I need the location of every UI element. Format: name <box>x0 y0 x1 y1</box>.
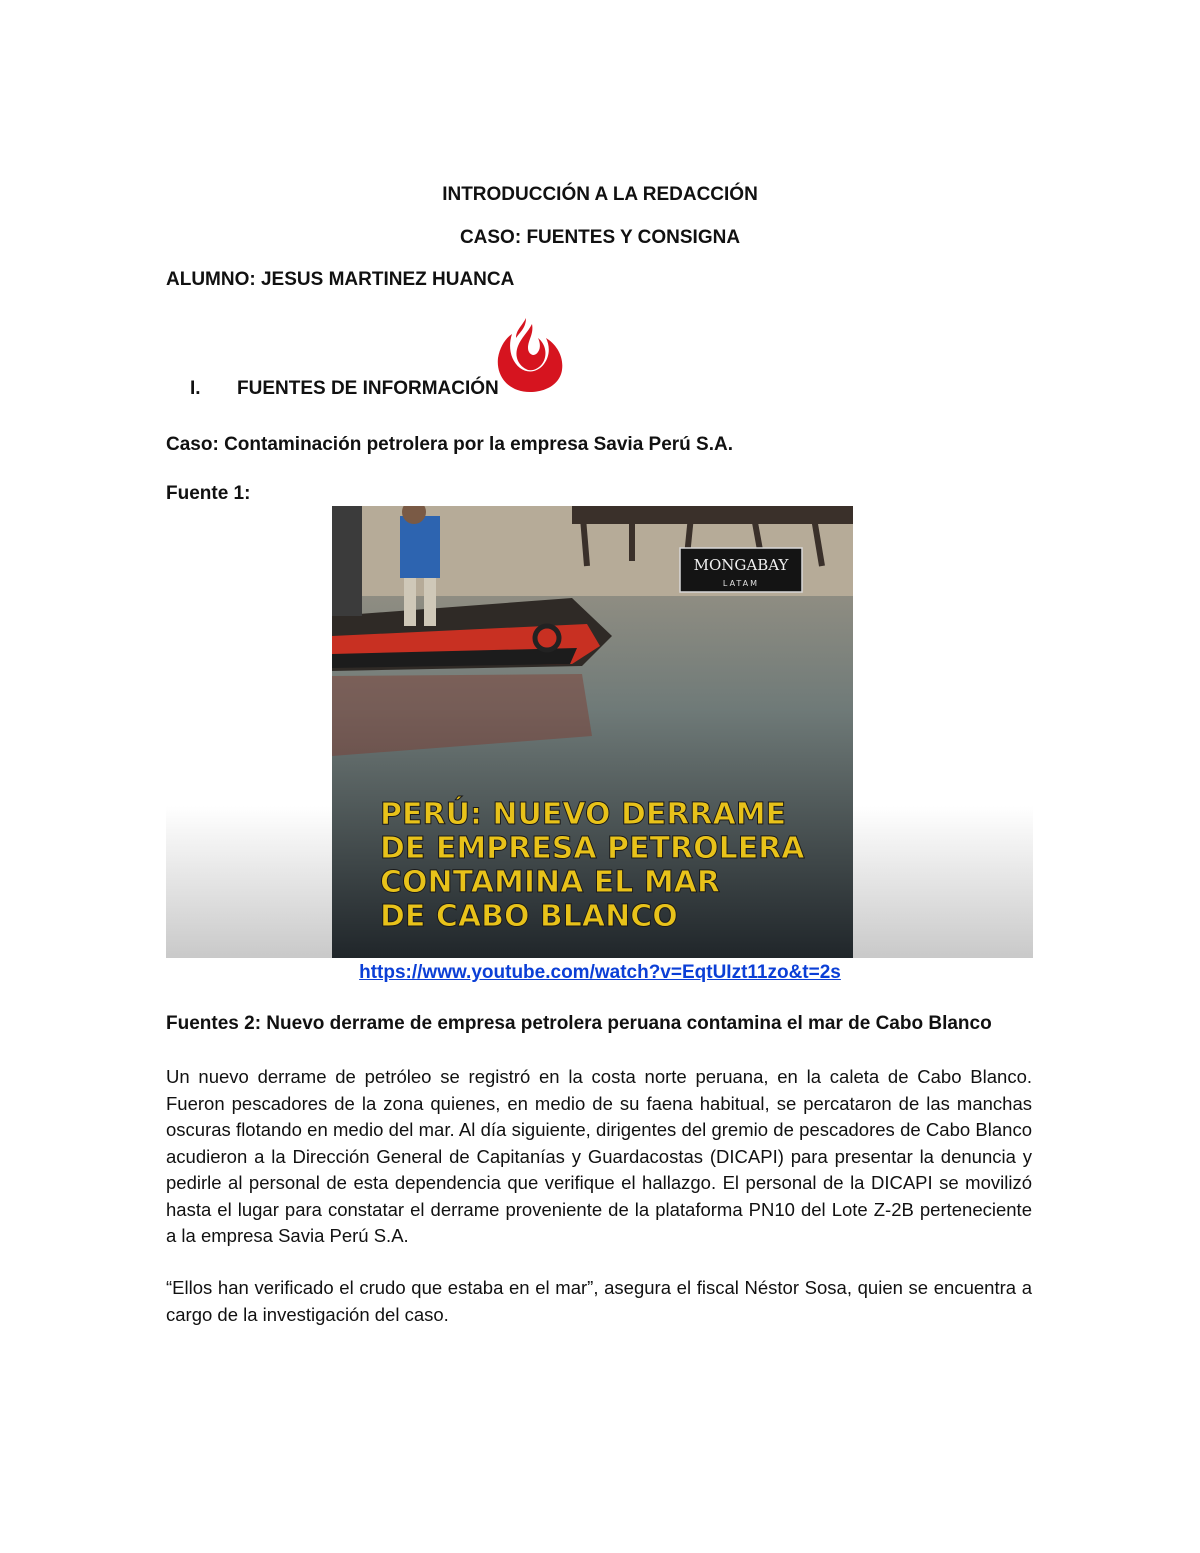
headline-line-4: DE CABO BLANCO <box>380 899 678 934</box>
video-thumbnail[interactable] <box>332 506 853 958</box>
brand-name: MONGABAY <box>693 556 789 574</box>
course-title: INTRODUCCIÓN A LA REDACCIÓN <box>442 184 758 205</box>
upc-flame-logo-icon <box>494 316 566 394</box>
youtube-link[interactable]: https://www.youtube.com/watch?v=EqtUIzt11zo&t=2s <box>359 962 841 983</box>
source1-link-wrapper <box>0 962 1200 984</box>
case-line: Caso: Contaminación petrolera por la empresa Savia Perú S.A. <box>166 434 734 455</box>
brand-sub: LATAM <box>722 579 760 588</box>
headline-line-1: PERÚ: NUEVO DERRAME <box>380 797 787 832</box>
headline-line-2: DE EMPRESA PETROLERA <box>380 831 805 866</box>
section-title: FUENTES DE INFORMACIÓN <box>237 378 499 399</box>
source2-paragraph-1: Un nuevo derrame de petróleo se registró en la costa norte peruana, en la caleta de Cabo Blanco. Fueron pescadores de la zona quienes, en medio de su faena habitual, se percataron de las manchas oscuras flotando en medio del mar. Al día siguiente, dirigentes del gremio de pescadores de Cabo Blanco acudieron a la Dirección General de Capitanías y Guardacostas (DICAPI) para presentar la denuncia y pedirle al personal de esta dependencia que verifique el hallazgo. El personal de la DICAPI se movilizó hasta el lugar para constatar el derrame proveniente de la plataforma PN10 del Lote Z-2B perteneciente a la empresa Savia Perú S.A. <box>166 1066 1032 1246</box>
source2-label: Fuentes 2: Nuevo derrame de empresa petrolera peruana contamina el mar de Cabo Blanco <box>166 1013 992 1034</box>
case-title: CASO: FUENTES Y CONSIGNA <box>459 227 741 248</box>
section-number: I. <box>190 378 201 399</box>
source2-paragraph-2: “Ellos han verificado el crudo que estaba en el mar”, asegura el fiscal Néstor Sosa, quien se encuentra a cargo de la investigación del caso. <box>166 1277 1032 1325</box>
headline-line-3: CONTAMINA EL MAR <box>380 865 720 900</box>
student-name: ALUMNO: JESUS MARTINEZ HUANCA <box>166 269 515 290</box>
source1-label: Fuente 1: <box>166 483 251 504</box>
